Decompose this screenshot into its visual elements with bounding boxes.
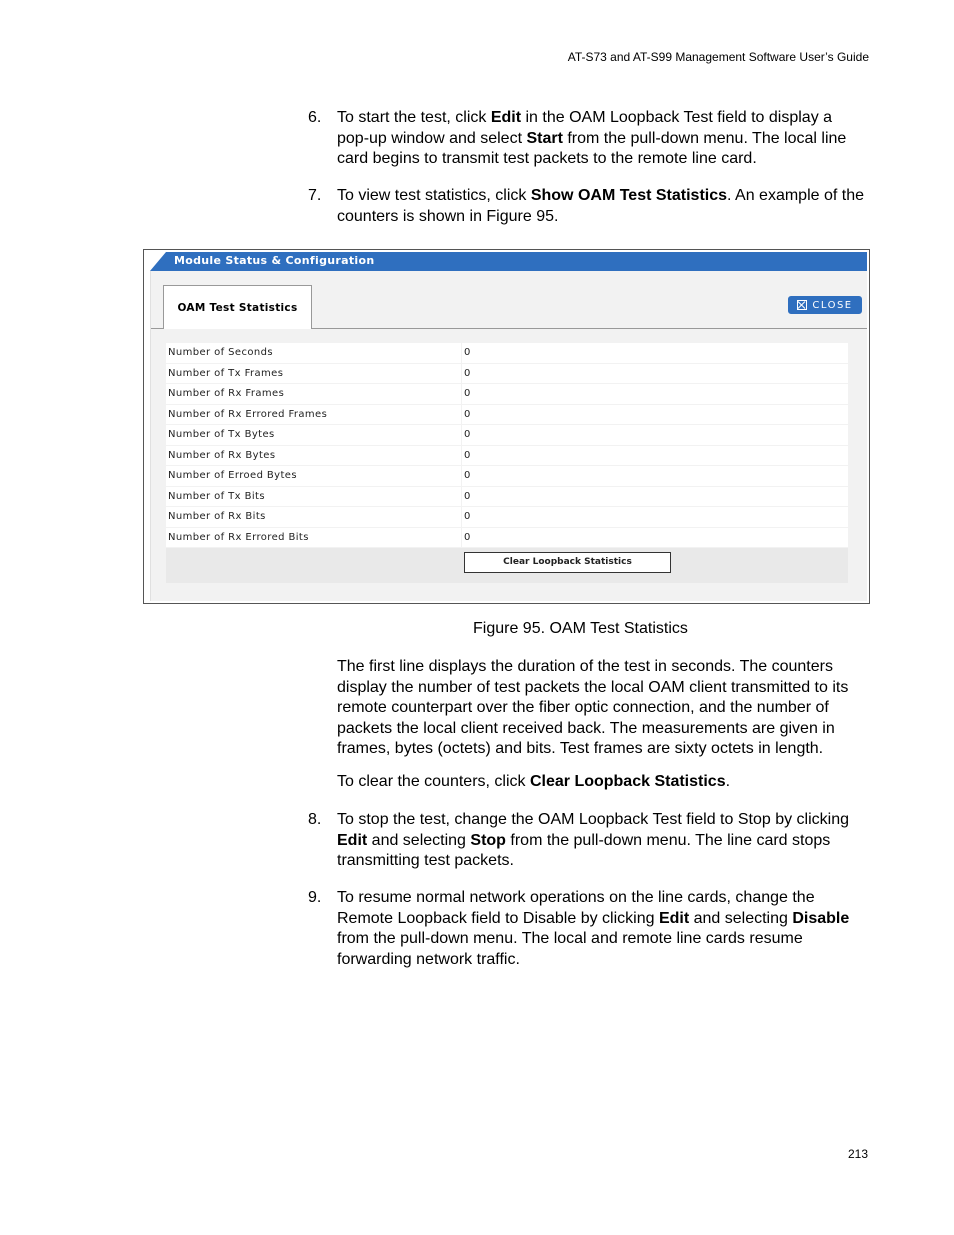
table-row (166, 466, 848, 487)
table-row (166, 405, 848, 426)
figure-panel (150, 271, 867, 601)
page-number: 213 (847, 1147, 868, 1161)
description-paragraph: The first line displays the duration of the test in seconds. The counters display the number of test packets the local OAM client transmitted to its remote counterpart over the fiber optic connection, and the number of packets the local client received back. The measurements are given in frames, bytes (octets) and bits. Test frames are sixty octets in length. (337, 658, 849, 757)
step-number: 7. (308, 187, 322, 204)
step-text: To stop the test, change the OAM Loopback Test field to Stop by clicking Edit and selecting Stop from the pull-down menu. The line card stops transmitting test packets. (337, 811, 849, 869)
stat-label: Number of Rx Errored Frames (166, 405, 461, 425)
step-number: 9. (308, 889, 322, 906)
stat-value: 0 (462, 343, 848, 363)
table-row (166, 487, 848, 508)
clear-loopback-statistics-button[interactable]: Clear Loopback Statistics (464, 552, 671, 573)
stat-value: 0 (462, 425, 848, 445)
step-number: 6. (308, 109, 322, 126)
step-7 (308, 186, 868, 227)
stat-label: Number of Tx Bits (166, 487, 461, 507)
stat-label: Number of Tx Frames (166, 364, 461, 384)
stat-label: Number of Rx Frames (166, 384, 461, 404)
table-row (166, 343, 848, 364)
stat-label: Number of Rx Bytes (166, 446, 461, 466)
stat-value: 0 (462, 405, 848, 425)
oam-statistics-screenshot (143, 249, 870, 604)
table-row (166, 425, 848, 446)
running-header: AT-S73 and AT-S99 Management Software User’s Guide (567, 50, 869, 64)
button-row-spacer (166, 548, 462, 583)
step-9 (308, 888, 868, 970)
close-icon (797, 300, 807, 310)
table-row (166, 528, 848, 549)
stat-value: 0 (462, 487, 848, 507)
step-text: To start the test, click Edit in the OAM Loopback Test field to display a pop-up window and select Start from the pull-down menu. The local line card begins to transmit test packets to the remote line card. (337, 109, 847, 167)
step-text: To view test statistics, click Show OAM Test Statistics. An example of the counters is shown in Figure 95. (337, 187, 864, 225)
table-row (166, 384, 848, 405)
step-8 (308, 810, 868, 872)
stats-table (166, 343, 848, 583)
close-label: CLOSE (812, 299, 853, 311)
close-button[interactable] (788, 296, 862, 314)
step-6 (308, 108, 868, 170)
stat-value: 0 (462, 384, 848, 404)
module-title: Module Status & Configuration (174, 254, 375, 267)
table-row (166, 364, 848, 385)
button-row (166, 548, 848, 583)
stat-value: 0 (462, 507, 848, 527)
step-number: 8. (308, 811, 322, 828)
stat-value: 0 (462, 364, 848, 384)
stat-value: 0 (462, 446, 848, 466)
step-text: To resume normal network operations on the line cards, change the Remote Loopback field to Disable by clicking Edit and selecting Disable from the pull-down menu. The local and remote line cards resume forwarding network traffic. (337, 889, 850, 968)
table-row (166, 507, 848, 528)
stat-label: Number of Tx Bytes (166, 425, 461, 445)
stat-label: Number of Rx Bits (166, 507, 461, 527)
stat-value: 0 (462, 466, 848, 486)
stat-value: 0 (462, 528, 848, 548)
clear-instruction: To clear the counters, click Clear Loopback Statistics. (337, 773, 731, 790)
stat-label: Number of Rx Errored Bits (166, 528, 461, 548)
table-row (166, 446, 848, 467)
stat-label: Number of Erroed Bytes (166, 466, 461, 486)
figure-caption: Figure 95. OAM Test Statistics (473, 620, 688, 637)
button-row-cell (462, 548, 848, 583)
tab-oam-test-statistics[interactable]: OAM Test Statistics (163, 285, 312, 328)
stat-label: Number of Seconds (166, 343, 461, 363)
